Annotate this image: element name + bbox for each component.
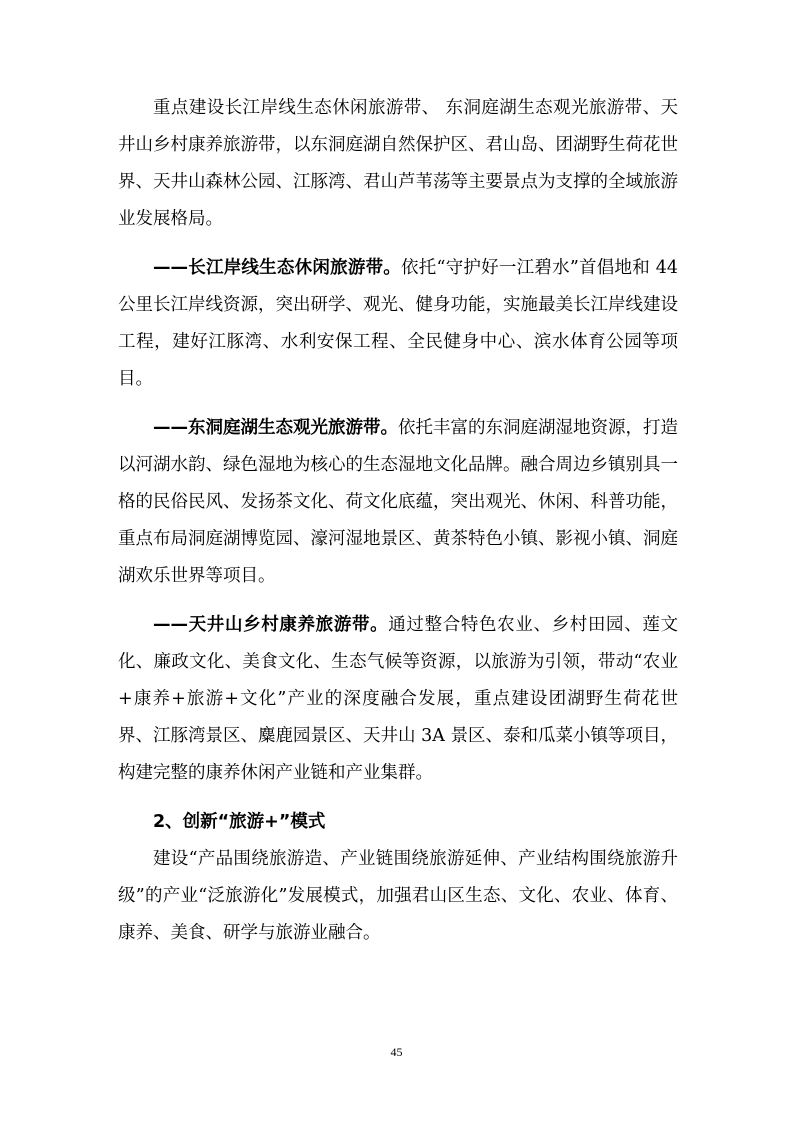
- paragraph-gap: [118, 238, 678, 250]
- dongting-belt-paragraph: [118, 410, 678, 595]
- dongting-belt-title: ——东洞庭湖生态观光旅游带。: [153, 418, 398, 438]
- page-number: 45: [390, 1045, 403, 1059]
- paragraph-gap: [118, 398, 678, 410]
- section-heading: 2、创新“旅游+”模式: [153, 812, 326, 832]
- yangtze-belt-title: ——长江岸线生态休闲旅游带。: [153, 258, 402, 278]
- yangtze-belt-body: 依托“守护好一江碧水”首倡地和 44 公里长江岸线资源，突出研学、观光、健身功能，实施最美长江岸线建设工程，建好江豚湾、水利安保工程、全民健身中心、滨水体育公园等项目。: [118, 258, 679, 389]
- paragraph-gap: [118, 595, 678, 607]
- page-content: [118, 90, 678, 952]
- intro-paragraph: 重点建设长江岸线生态休闲旅游带、 东洞庭湖生态观光旅游带、天井山乡村康养旅游带，以东洞庭湖自然保护区、君山岛、团湖野生荷花世界、天井山森林公园、江豚湾、君山芦苇荡等主要景点为支撑的全域旅游业发展格局。: [118, 98, 678, 229]
- tianjing-belt-body: 通过整合特色农业、乡村田园、莲文化、廉政文化、美食文化、生态气候等资源，以旅游为引领，带动“农业+康养+旅游+文化”产业的深度融合发展，重点建设团湖野生荷花世界、江豚湾景区、麋鹿园景区、天井山 3A 景区、泰和瓜菜小镇等项目，构建完整的康养休闲产业链和产业集群。: [118, 615, 679, 783]
- paragraph-gap: [118, 792, 678, 804]
- yangtze-belt-paragraph: [118, 250, 678, 398]
- dongting-belt-body: 依托丰富的东洞庭湖湿地资源，打造以河湖水韵、绿色湿地为核心的生态湿地文化品牌。融合周边乡镇别具一格的民俗民风、发扬茶文化、荷文化底蕴，突出观光、休闲、科普功能，重点布局洞庭湖博览园、濠河湿地景区、黄茶特色小镇、影视小镇、洞庭湖欢乐世界等项目。: [118, 418, 678, 586]
- tianjing-belt-title: ——天井山乡村康养旅游带。: [153, 615, 389, 635]
- tianjing-belt-paragraph: [118, 607, 678, 792]
- section-body-paragraph: 建设“产品围绕旅游造、产业链围绕旅游延伸、产业结构围绕旅游升级”的产业“泛旅游化”发展模式，加强君山区生态、文化、农业、体育、康养、美食、研学与旅游业融合。: [118, 849, 678, 943]
